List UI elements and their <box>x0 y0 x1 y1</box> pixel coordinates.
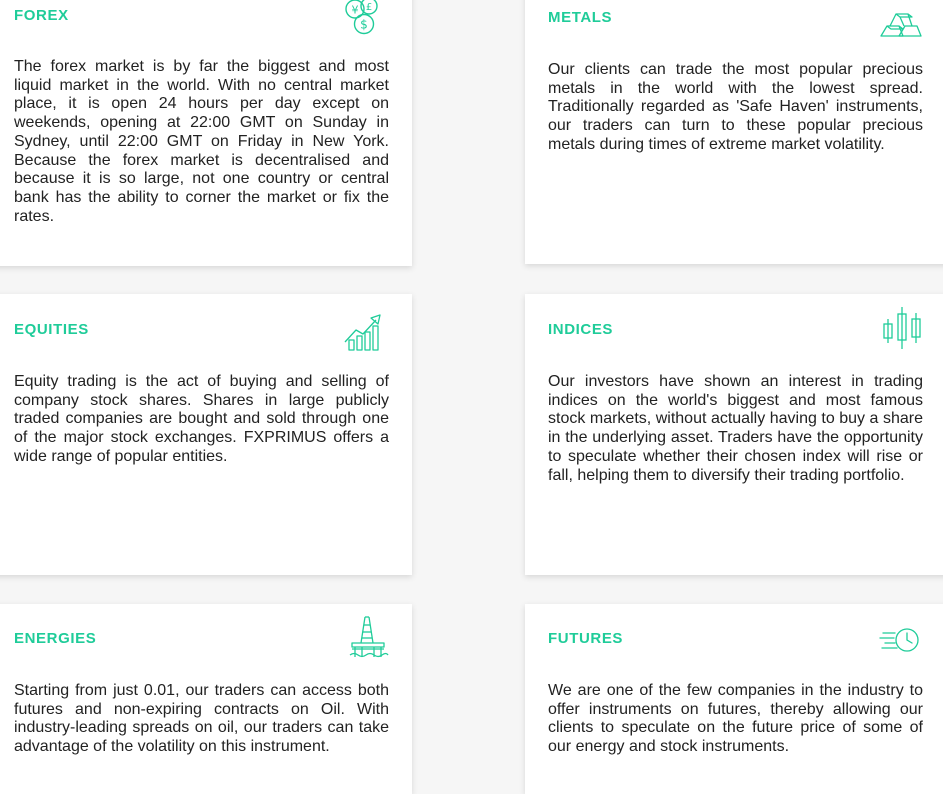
card-title: ENERGIES <box>14 630 97 647</box>
card-title: FOREX <box>14 7 69 24</box>
energies-card <box>0 604 412 794</box>
candlestick-icon <box>879 305 925 351</box>
svg-text:¥: ¥ <box>351 3 359 17</box>
card-title: METALS <box>548 9 613 26</box>
card-description: Starting from just 0.01, our traders can access both futures and non-expiring contracts on Oil. With industry-leading spreads on oil, our traders can take advantage of the volatility on this instrument. <box>14 682 389 756</box>
equities-card <box>0 294 412 575</box>
oil-rig-icon <box>348 613 394 659</box>
currency-coins-icon <box>342 0 388 43</box>
svg-text:$: $ <box>360 17 368 32</box>
gold-bars-icon <box>877 0 923 46</box>
metals-card <box>525 0 943 264</box>
svg-text:£: £ <box>365 2 373 13</box>
card-description: Our clients can trade the most popular precious metals in the world with the lowest spread. Traditionally regarded as 'Safe Haven' instruments, our traders can turn to these popular precious metals during times of extreme market volatility. <box>548 61 923 153</box>
growth-chart-icon <box>342 308 388 354</box>
futures-card <box>525 604 943 794</box>
card-description: The forex market is by far the biggest and most liquid market in the world. With no central market place, it is open 24 hours per day except on weekends, opening at 22:00 GMT on Sunday in Sydney, until 22:00 GMT on Friday in New York. Because the forex market is decentralised and because it is so large, not one country or central bank has the ability to corner the market or fix the rates. <box>14 58 389 225</box>
card-description: Equity trading is the act of buying and selling of company stock shares. Shares in large publicly traded companies are bought and sold through one of the major stock exchanges. FXPRIMUS offers a wide range of popular entities. <box>14 373 389 465</box>
indices-card <box>525 294 943 575</box>
card-description: We are one of the few companies in the industry to offer instruments on futures, thereby allowing our clients to speculate on the future price of some of our energy and stock instruments. <box>548 682 923 756</box>
fast-clock-icon <box>877 616 923 662</box>
card-description: Our investors have shown an interest in trading indices on the world's biggest and most famous stock markets, without actually having to buy a share in the underlying asset. Traders have the opportunity to speculate whether their chosen index will rise or fall, helping them to diversify their trading portfolio. <box>548 373 923 484</box>
card-title: FUTURES <box>548 630 624 647</box>
card-title: EQUITIES <box>14 321 89 338</box>
card-title: INDICES <box>548 321 614 338</box>
forex-card <box>0 0 412 266</box>
